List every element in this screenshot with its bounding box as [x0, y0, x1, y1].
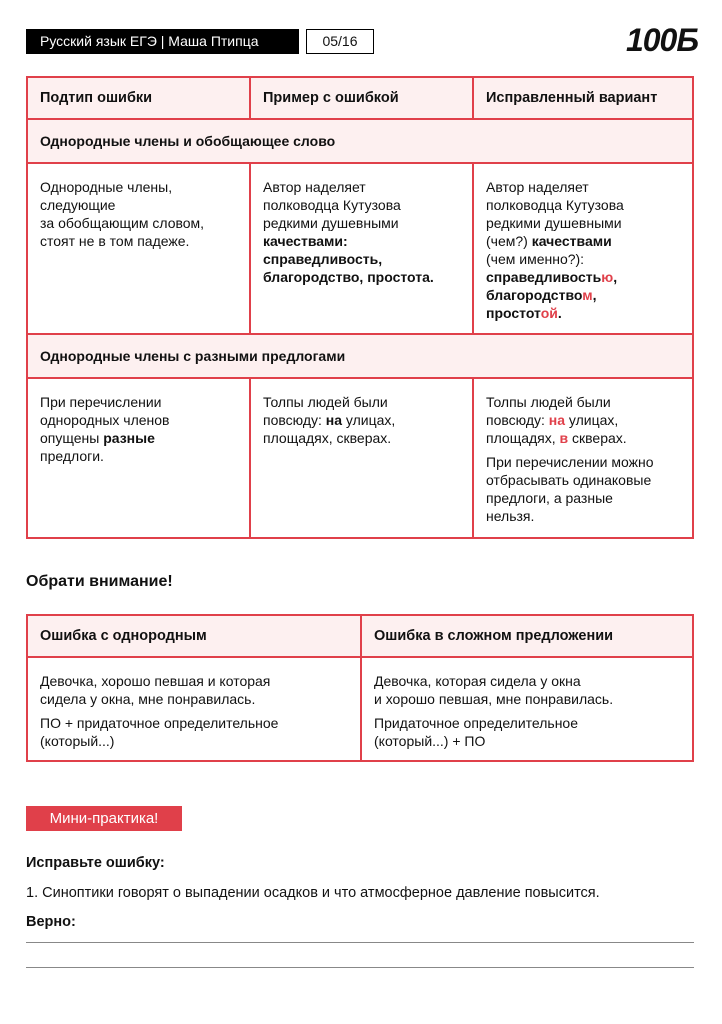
text-segment: на	[548, 412, 566, 428]
text-segment: отбрасывать одинаковые	[486, 472, 652, 488]
text-segment: площадях,	[486, 430, 560, 446]
text-segment: полководца Кутузова	[263, 197, 401, 213]
text-segment: редкими душевными	[263, 215, 399, 231]
table-cell	[250, 378, 473, 538]
error-table	[26, 76, 694, 539]
text-segment: улицах,	[342, 412, 396, 428]
column-header: Ошибка с однородным	[27, 615, 361, 657]
table-cell	[361, 657, 693, 761]
answer-label: Верно:	[26, 914, 76, 930]
cell-paragraph	[486, 453, 680, 525]
section-title: Однородные члены и обобщающее слово	[27, 119, 693, 163]
text-segment: улицах,	[565, 412, 619, 428]
text-segment: (чем именно?):	[486, 251, 585, 267]
text-segment: качествами:	[263, 233, 348, 249]
cell-paragraph	[486, 393, 680, 447]
course-title: Русский язык ЕГЭ | Маша Птипца	[26, 29, 299, 54]
text-segment: При перечислении	[40, 394, 162, 410]
table-cell	[27, 163, 250, 334]
text-segment: стоят не в том падеже.	[40, 233, 190, 249]
text-segment: (который...)	[40, 733, 115, 749]
text-segment: (чем?)	[486, 233, 532, 249]
attention-table	[26, 614, 694, 762]
cell-paragraph	[40, 714, 348, 750]
text-segment: Девочка, которая сидела у окна	[374, 673, 581, 689]
text-segment: справедливость	[486, 269, 602, 285]
text-segment: предлоги.	[40, 448, 104, 464]
text-segment: скверах.	[568, 430, 627, 446]
text-segment: за обобщающим словом,	[40, 215, 205, 231]
section-title: Однородные члены с разными предлогами	[27, 334, 693, 378]
column-header: Пример с ошибкой	[250, 77, 473, 119]
text-segment: ,	[592, 287, 597, 303]
cell-paragraph	[40, 178, 237, 250]
text-segment: в	[559, 430, 569, 446]
cell-paragraph	[40, 672, 348, 708]
text-segment: Толпы людей были	[263, 394, 388, 410]
table-cell	[250, 163, 473, 334]
cell-paragraph	[263, 178, 460, 286]
text-segment: повсюду:	[263, 412, 326, 428]
text-segment: Толпы людей были	[486, 394, 611, 410]
text-segment: ой	[540, 305, 558, 321]
text-segment: Придаточное определительное	[374, 715, 578, 731]
text-segment: повсюду:	[486, 412, 549, 428]
text-segment: полководца Кутузова	[486, 197, 624, 213]
cell-paragraph	[40, 393, 237, 465]
text-segment: Автор наделяет	[263, 179, 366, 195]
page-number: 05/16	[306, 29, 374, 54]
text-segment: Автор наделяет	[486, 179, 589, 195]
text-segment: однородных членов	[40, 412, 170, 428]
column-header: Исправленный вариант	[473, 77, 693, 119]
text-segment: площадях, скверах.	[263, 430, 392, 446]
cell-paragraph	[486, 178, 680, 322]
column-header: Подтип ошибки	[27, 77, 250, 119]
text-segment: и хорошо певшая, мне понравилась.	[374, 691, 614, 707]
answer-line[interactable]	[26, 967, 694, 968]
text-segment: м	[582, 287, 593, 303]
text-segment: (который...) + ПО	[374, 733, 486, 749]
logo: 100Б	[625, 22, 698, 58]
text-segment: ю	[601, 269, 614, 285]
column-header: Ошибка в сложном предложении	[361, 615, 693, 657]
text-segment: ,	[613, 269, 618, 285]
attention-heading: Обрати внимание!	[26, 573, 173, 590]
text-segment: опущены	[40, 430, 104, 446]
text-segment: разные	[103, 430, 155, 446]
text-segment: благородство, простота.	[263, 269, 434, 285]
text-segment: предлоги, а разные	[486, 490, 613, 506]
cell-paragraph	[263, 393, 460, 447]
cell-paragraph	[374, 714, 680, 750]
text-segment: При перечислении можно	[486, 454, 654, 470]
text-segment: нельзя.	[486, 508, 535, 524]
text-segment: справедливость,	[263, 251, 383, 267]
text-segment: ПО + придаточное определительное	[40, 715, 279, 731]
table-cell	[473, 378, 693, 538]
text-segment: .	[557, 305, 562, 321]
text-segment: Однородные члены,	[40, 179, 173, 195]
table-cell	[473, 163, 693, 334]
text-segment: редкими душевными	[486, 215, 622, 231]
text-segment: следующие	[40, 197, 116, 213]
text-segment: Девочка, хорошо певшая и которая	[40, 673, 271, 689]
text-segment: на	[325, 412, 343, 428]
text-segment: сидела у окна, мне понравилась.	[40, 691, 256, 707]
cell-paragraph	[374, 672, 680, 708]
answer-line[interactable]	[26, 942, 694, 943]
text-segment: качествами	[531, 233, 612, 249]
table-cell	[27, 378, 250, 538]
table-cell	[27, 657, 361, 761]
mini-practice-badge: Мини-практика!	[26, 806, 182, 831]
text-segment: простот	[486, 305, 541, 321]
task-item: 1. Синоптики говорят о выпадении осадков и что атмосферное давление повысится.	[26, 885, 600, 901]
task-label: Исправьте ошибку:	[26, 855, 165, 871]
text-segment: благородство	[486, 287, 583, 303]
